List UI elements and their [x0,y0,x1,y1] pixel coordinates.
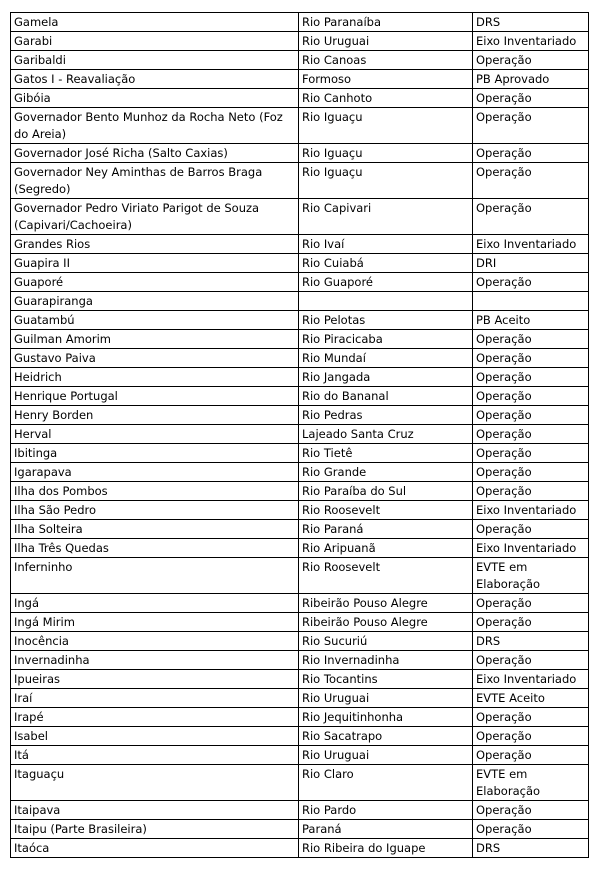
cell-status: EVTE Aceito [473,689,589,708]
cell-river: Rio do Bananal [299,387,473,406]
table-row [11,349,589,368]
table-row [11,51,589,70]
cell-status: Operação [473,482,589,501]
cell-river: Rio Piracicaba [299,330,473,349]
cell-status: Operação [473,144,589,163]
cell-status: Eixo Inventariado [473,539,589,558]
cell-plant-name: Ilha dos Pombos [11,482,299,501]
cell-status: Operação [473,330,589,349]
cell-plant-name: Itá [11,746,299,765]
table-row [11,406,589,425]
table-row [11,613,589,632]
table-row [11,235,589,254]
cell-river: Rio Tietê [299,444,473,463]
cell-river: Rio Iguaçu [299,144,473,163]
cell-river: Rio Pelotas [299,311,473,330]
table-row [11,765,589,801]
cell-river: Rio Paraíba do Sul [299,482,473,501]
cell-status: Operação [473,613,589,632]
cell-plant-name: Garibaldi [11,51,299,70]
cell-river: Rio Invernadinha [299,651,473,670]
cell-river: Rio Uruguai [299,32,473,51]
cell-plant-name: Governador José Richa (Salto Caxias) [11,144,299,163]
table-row [11,13,589,32]
cell-river: Rio Ivaí [299,235,473,254]
cell-river: Rio Grande [299,463,473,482]
cell-river: Rio Paraná [299,520,473,539]
table-row [11,801,589,820]
table-row [11,539,589,558]
cell-plant-name: Ilha Três Quedas [11,539,299,558]
table-row [11,368,589,387]
table-row [11,482,589,501]
cell-plant-name: Gatos I - Reavaliação [11,70,299,89]
table-row [11,273,589,292]
cell-river: Ribeirão Pouso Alegre [299,594,473,613]
cell-status: Operação [473,163,589,199]
cell-river: Ribeirão Pouso Alegre [299,613,473,632]
cell-status: PB Aprovado [473,70,589,89]
table-row [11,70,589,89]
cell-river: Rio Canoas [299,51,473,70]
cell-river: Rio Capivari [299,199,473,235]
cell-status: Operação [473,463,589,482]
cell-status [473,292,589,311]
table-row [11,708,589,727]
table-row [11,163,589,199]
cell-plant-name: Ingá Mirim [11,613,299,632]
cell-status: Operação [473,108,589,144]
table-row [11,689,589,708]
cell-status: Operação [473,51,589,70]
cell-plant-name: Iraí [11,689,299,708]
table-row [11,839,589,858]
cell-plant-name: Irapé [11,708,299,727]
cell-status: Eixo Inventariado [473,501,589,520]
table-row [11,199,589,235]
cell-status: Eixo Inventariado [473,670,589,689]
cell-plant-name: Guapira II [11,254,299,273]
cell-plant-name: Heidrich [11,368,299,387]
table-row [11,651,589,670]
cell-river: Rio Ribeira do Iguape [299,839,473,858]
cell-river: Lajeado Santa Cruz [299,425,473,444]
cell-plant-name: Inocência [11,632,299,651]
cell-status: Operação [473,368,589,387]
cell-status: Operação [473,820,589,839]
table-row [11,746,589,765]
cell-river: Rio Paranaíba [299,13,473,32]
cell-plant-name: Itaipava [11,801,299,820]
cell-river: Formoso [299,70,473,89]
cell-river: Paraná [299,820,473,839]
cell-river: Rio Iguaçu [299,108,473,144]
table-row [11,387,589,406]
cell-river: Rio Aripuanã [299,539,473,558]
cell-river: Rio Uruguai [299,746,473,765]
cell-plant-name: Henrique Portugal [11,387,299,406]
cell-plant-name: Gamela [11,13,299,32]
table-row [11,144,589,163]
cell-river: Rio Pardo [299,801,473,820]
cell-river: Rio Tocantins [299,670,473,689]
cell-status: Operação [473,746,589,765]
cell-river: Rio Sacatrapo [299,727,473,746]
table-row [11,820,589,839]
table-row [11,425,589,444]
cell-river: Rio Cuiabá [299,254,473,273]
cell-plant-name: Ibitinga [11,444,299,463]
cell-status: DRS [473,13,589,32]
cell-status: Eixo Inventariado [473,235,589,254]
cell-river: Rio Claro [299,765,473,801]
cell-plant-name: Henry Borden [11,406,299,425]
cell-status: Operação [473,387,589,406]
table-row [11,501,589,520]
table-row [11,727,589,746]
cell-status: Operação [473,406,589,425]
cell-plant-name: Invernadinha [11,651,299,670]
cell-plant-name: Itaipu (Parte Brasileira) [11,820,299,839]
cell-river: Rio Canhoto [299,89,473,108]
cell-plant-name: Gustavo Paiva [11,349,299,368]
table-row [11,330,589,349]
cell-river: Rio Jangada [299,368,473,387]
power-plant-table [10,12,589,858]
cell-plant-name: Gibóia [11,89,299,108]
table-row [11,292,589,311]
cell-status: Operação [473,273,589,292]
cell-status: Operação [473,651,589,670]
cell-river: Rio Pedras [299,406,473,425]
cell-status: DRI [473,254,589,273]
cell-status: DRS [473,839,589,858]
cell-status: EVTE em Elaboração [473,765,589,801]
cell-status: Operação [473,594,589,613]
cell-plant-name: Guaporé [11,273,299,292]
cell-status: DRS [473,632,589,651]
cell-river: Rio Uruguai [299,689,473,708]
table-row [11,444,589,463]
cell-plant-name: Herval [11,425,299,444]
cell-status: EVTE em Elaboração [473,558,589,594]
cell-plant-name: Ipueiras [11,670,299,689]
cell-plant-name: Ilha Solteira [11,520,299,539]
cell-plant-name: Ingá [11,594,299,613]
cell-plant-name: Garabi [11,32,299,51]
table-row [11,558,589,594]
cell-plant-name: Guarapiranga [11,292,299,311]
table-row [11,311,589,330]
cell-status: Operação [473,708,589,727]
table-row [11,670,589,689]
cell-status: Operação [473,444,589,463]
cell-plant-name: Governador Bento Munhoz da Rocha Neto (Foz do Areia) [11,108,299,144]
cell-river: Rio Roosevelt [299,558,473,594]
cell-plant-name: Grandes Rios [11,235,299,254]
cell-plant-name: Governador Ney Aminthas de Barros Braga (Segredo) [11,163,299,199]
cell-river: Rio Iguaçu [299,163,473,199]
table-body [11,13,589,858]
cell-plant-name: Itaguaçu [11,765,299,801]
cell-plant-name: Guatambú [11,311,299,330]
table-row [11,520,589,539]
cell-river: Rio Jequitinhonha [299,708,473,727]
cell-plant-name: Governador Pedro Viriato Parigot de Souza (Capivari/Cachoeira) [11,199,299,235]
table-row [11,108,589,144]
table-row [11,632,589,651]
cell-status: Operação [473,349,589,368]
cell-river: Rio Guaporé [299,273,473,292]
cell-plant-name: Inferninho [11,558,299,594]
cell-plant-name: Itaóca [11,839,299,858]
cell-status: Operação [473,520,589,539]
table-row [11,32,589,51]
cell-river: Rio Sucuriú [299,632,473,651]
cell-status: PB Aceito [473,311,589,330]
table-row [11,594,589,613]
table-row [11,254,589,273]
cell-plant-name: Guilman Amorim [11,330,299,349]
cell-river: Rio Roosevelt [299,501,473,520]
cell-status: Operação [473,727,589,746]
table-row [11,463,589,482]
cell-river [299,292,473,311]
cell-river: Rio Mundaí [299,349,473,368]
cell-status: Operação [473,89,589,108]
cell-status: Eixo Inventariado [473,32,589,51]
cell-status: Operação [473,425,589,444]
cell-plant-name: Isabel [11,727,299,746]
cell-status: Operação [473,801,589,820]
cell-plant-name: Igarapava [11,463,299,482]
table-row [11,89,589,108]
cell-plant-name: Ilha São Pedro [11,501,299,520]
cell-status: Operação [473,199,589,235]
